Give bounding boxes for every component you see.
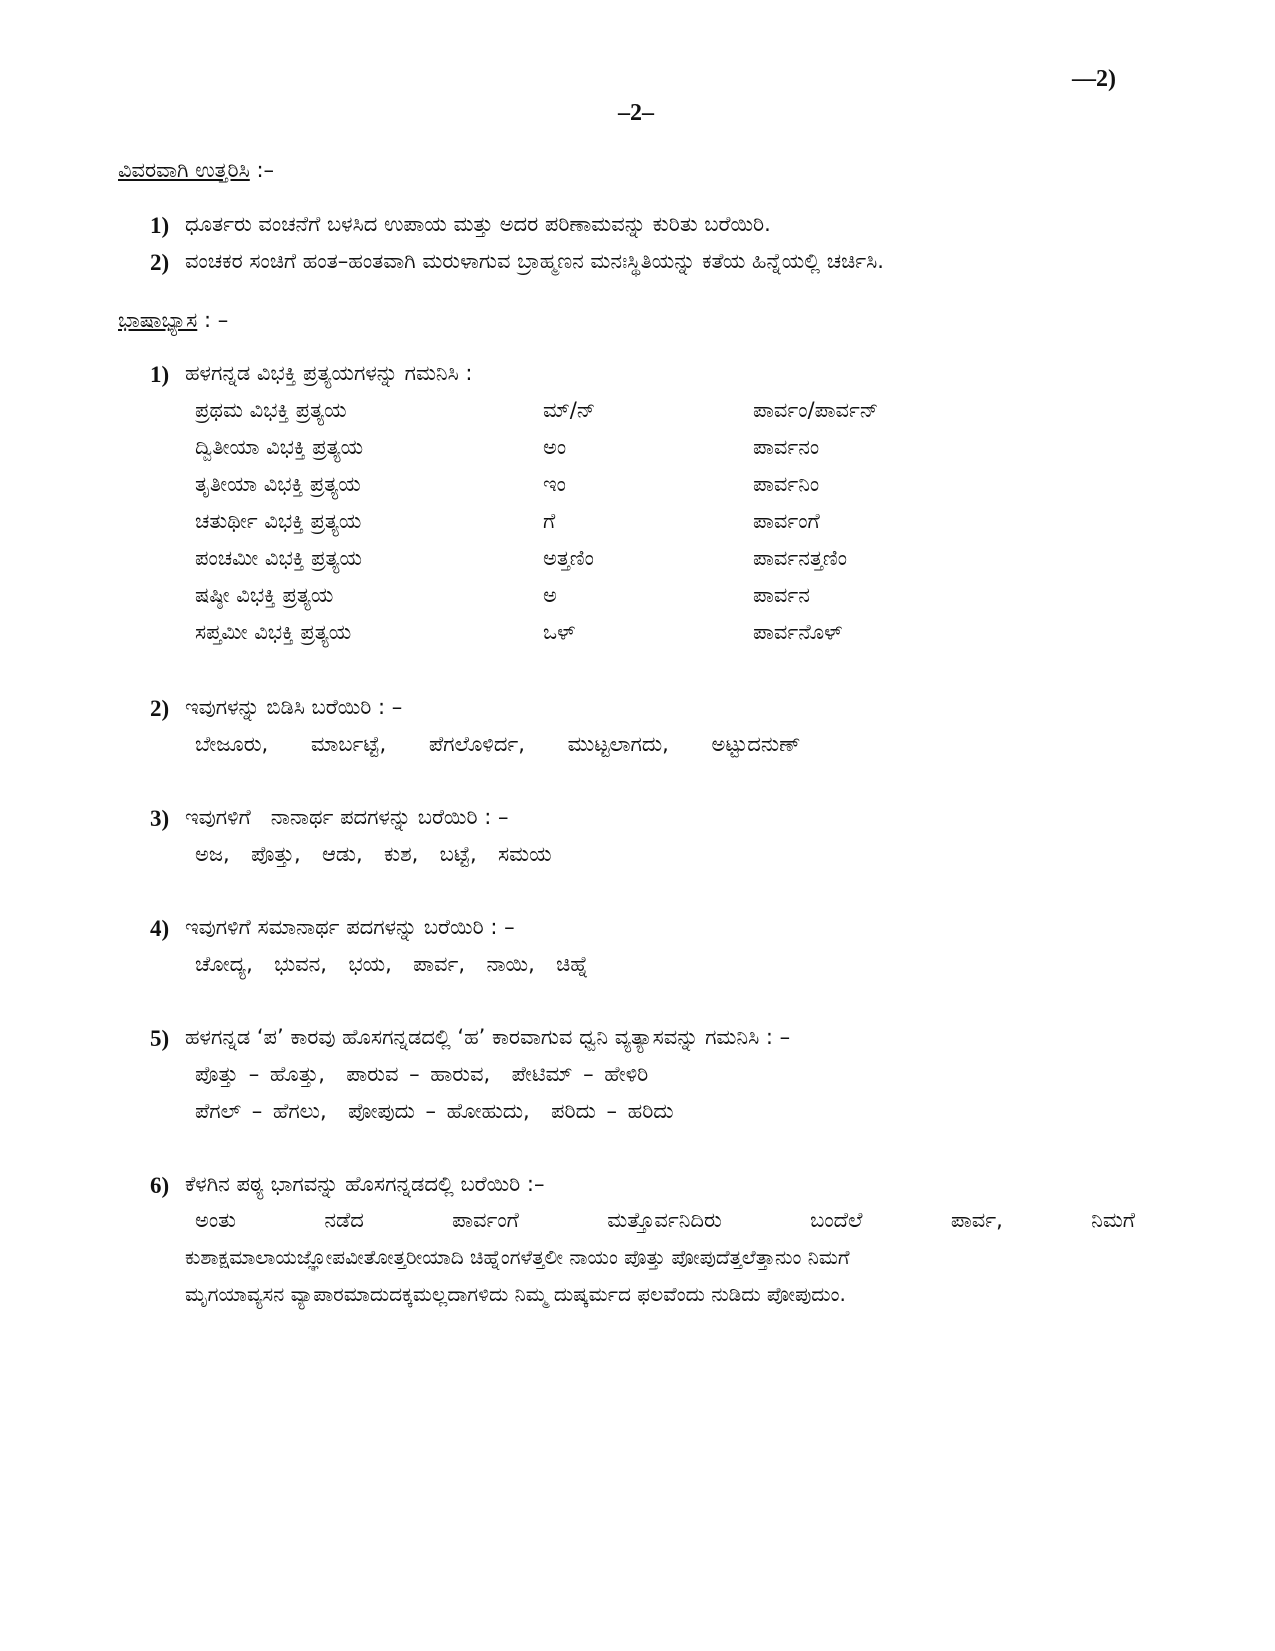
word-list: ಅಜ, ಪೊತ್ತು, ಆಡು, ಕುಶ, ಬಟ್ಟೆ, ಸಮಯ	[195, 842, 552, 866]
case-example: ಪಾರ್ವನಂ	[753, 435, 820, 459]
question-number: 2)	[150, 696, 170, 721]
case-example: ಪಾರ್ವನತ್ತಣಿಂ	[753, 546, 847, 570]
case-suffix: ಅ	[543, 583, 557, 607]
passage-line-3: ಮೃಗಯಾವ್ಯಸನ ವ್ಯಾಪಾರಮಾದುದಕ್ಕಮಲ್ಲದಾಗಳಿದು ನಿಮ್ಮ ದುಷ್ಕರ್ಮದ ಫಲವೆಂದು ನುಡಿದು ಪೋಪುದುಂ.	[185, 1282, 846, 1306]
word-list: ಚೋದ್ಯ, ಭುವನ, ಭಯ, ಪಾರ್ವ, ನಾಯಿ, ಚಿಹ್ನೆ	[195, 952, 589, 976]
case-suffix: ಒಳ್	[543, 620, 576, 644]
passage-word: ಅಂತು	[195, 1208, 236, 1232]
page-reference: ––2)	[1072, 66, 1116, 92]
table-row	[195, 583, 1135, 617]
case-example: ಪಾರ್ವಂ/ಪಾರ್ವನ್	[753, 398, 879, 422]
passage-word: ಪಾರ್ವ,	[950, 1208, 1003, 1232]
table-row	[195, 435, 1135, 469]
question-text: ಕೆಳಗಿನ ಪಠ್ಯ ಭಾಗವನ್ನು ಹೊಸಗನ್ನಡದಲ್ಲಿ ಬರೆಯಿರಿ :–	[185, 1172, 545, 1196]
passage-line-1	[195, 1208, 1135, 1233]
table-row	[195, 509, 1135, 543]
case-name: ಸಪ್ತಮೀ ವಿಭಕ್ತಿ ಪ್ರತ್ಯಯ	[195, 620, 352, 644]
section-heading-text: ಭಾಷಾಭ್ಯಾಸ	[118, 308, 198, 332]
question-number: 5)	[150, 1026, 170, 1051]
case-suffix: ಅತ್ತಣಿಂ	[543, 546, 594, 570]
case-example: ಪಾರ್ವನೊಳ್	[753, 620, 843, 644]
section-heading-text: ವಿವರವಾಗಿ ಉತ್ತರಿಸಿ	[118, 158, 250, 182]
question-text: ಹಳಗನ್ನಡ ವಿಭಕ್ತಿ ಪ್ರತ್ಯಯಗಳನ್ನು ಗಮನಿಸಿ :	[185, 361, 473, 385]
question-text: ಇವುಗಳಿಗೆ ಸಮಾನಾರ್ಥ ಪದಗಳನ್ನು ಬರೆಯಿರಿ : –	[185, 915, 515, 939]
table-row	[195, 620, 1135, 654]
question-number: 3)	[150, 806, 170, 831]
passage-word: ನಡೆದ	[324, 1208, 364, 1232]
case-suffix: ಇಂ	[543, 472, 566, 496]
question-text: ಧೂರ್ತರು ವಂಚನೆಗೆ ಬಳಸಿದ ಉಪಾಯ ಮತ್ತು ಅದರ ಪರಿಣಾಮವನ್ನು ಕುರಿತು ಬರೆಯಿರಿ.	[185, 212, 771, 236]
question-text: ವಂಚಕರ ಸಂಚಿಗೆ ಹಂತ–ಹಂತವಾಗಿ ಮರುಳಾಗುವ ಬ್ರಾಹ್ಮಣನ ಮನಃಸ್ಥಿತಿಯನ್ನು ಕತೆಯ ಹಿನ್ನೆಯಲ್ಲಿ ಚರ್ಚಿಸಿ.	[185, 249, 884, 273]
question-text: ಹಳಗನ್ನಡ ‘ಪ’ ಕಾರವು ಹೊಸಗನ್ನಡದಲ್ಲಿ ‘ಹ’ ಕಾರವಾಗುವ ಧ್ವನಿ ವ್ಯತ್ಯಾಸವನ್ನು ಗಮನಿಸಿ : –	[185, 1025, 791, 1049]
question-text: ಇವುಗಳನ್ನು ಬಿಡಿಸಿ ಬರೆಯಿರಿ : –	[185, 695, 403, 719]
passage-word: ನಿಮಗೆ	[1091, 1208, 1135, 1232]
passage-word: ಪಾರ್ವಂಗೆ	[452, 1208, 519, 1232]
question-text: ಇವುಗಳಿಗೆ ನಾನಾರ್ಥ ಪದಗಳನ್ನು ಬರೆಯಿರಿ : –	[185, 805, 509, 829]
table-row	[195, 546, 1135, 580]
question-number: 6)	[150, 1173, 170, 1198]
case-name: ಪಂಚಮೀ ವಿಭಕ್ತಿ ಪ್ರತ್ಯಯ	[195, 546, 362, 570]
section-heading-grammar	[118, 308, 228, 333]
section-heading-descriptive	[118, 158, 274, 183]
case-name: ತೃತೀಯಾ ವಿಭಕ್ತಿ ಪ್ರತ್ಯಯ	[195, 472, 361, 496]
section-heading-suffix: :–	[249, 158, 275, 182]
case-name: ದ್ವಿತೀಯಾ ವಿಭಕ್ತಿ ಪ್ರತ್ಯಯ	[195, 435, 364, 459]
passage-line-2: ಕುಶಾಕ್ಷಮಾಲಾಯಜ್ಞೋಪವೀತೋತ್ತರೀಯಾದಿ ಚಿಹ್ನೆಂಗಳೆತ್ತಲೀ ನಾಯಂ ಪೊತ್ತು ಪೋಪುದೆತ್ತಲೆತ್ತಾನುಂ ನಿಮಗೆ	[185, 1245, 850, 1269]
question-number: 4)	[150, 916, 170, 941]
case-name: ಚತುರ್ಥೀ ವಿಭಕ್ತಿ ಪ್ರತ್ಯಯ	[195, 509, 362, 533]
table-row	[195, 398, 1135, 432]
question-number: 2)	[150, 250, 170, 275]
table-row	[195, 472, 1135, 506]
passage-word: ಬಂದೆಲೆ	[810, 1208, 863, 1232]
case-name: ಪ್ರಥಮ ವಿಭಕ್ತಿ ಪ್ರತ್ಯಯ	[195, 398, 347, 422]
case-name: ಷಷ್ಠೀ ವಿಭಕ್ತಿ ಪ್ರತ್ಯಯ	[195, 583, 334, 607]
case-example: ಪಾರ್ವನಿಂ	[753, 472, 820, 496]
section-heading-suffix: : –	[197, 308, 229, 332]
case-example: ಪಾರ್ವನ	[753, 583, 810, 607]
question-number: 1)	[150, 362, 170, 387]
passage-word: ಮತ್ತೊರ್ವನಿದಿರು	[607, 1208, 722, 1232]
example-line: ಪೆಗಲ್ – ಹೆಗಲು, ಪೋಪುದು – ಹೋಹುದು, ಪರಿದು – ಹರಿದು	[195, 1099, 674, 1123]
case-suffix: ಗೆ	[543, 509, 556, 533]
case-suffix: ಅಂ	[543, 435, 567, 459]
case-example: ಪಾರ್ವಂಗೆ	[753, 509, 820, 533]
case-suffix: ಮ್/ನ್	[543, 398, 596, 422]
page-number: –2–	[618, 100, 654, 126]
question-number: 1)	[150, 213, 170, 238]
example-line: ಪೊತ್ತು – ಹೊತ್ತು, ಪಾರುವ – ಹಾರುವ, ಪೇಟಿಮ್ – ಹೇಳಿರಿ	[195, 1062, 649, 1086]
word-list: ಬೇಜೂರು, ಮಾರ್ಬಟ್ಟೆ, ಪೆಗಲೊಳಿರ್ದ, ಮುಟ್ಟಲಾಗದು, ಅಟ್ಟುದನುಣ್	[195, 732, 801, 756]
